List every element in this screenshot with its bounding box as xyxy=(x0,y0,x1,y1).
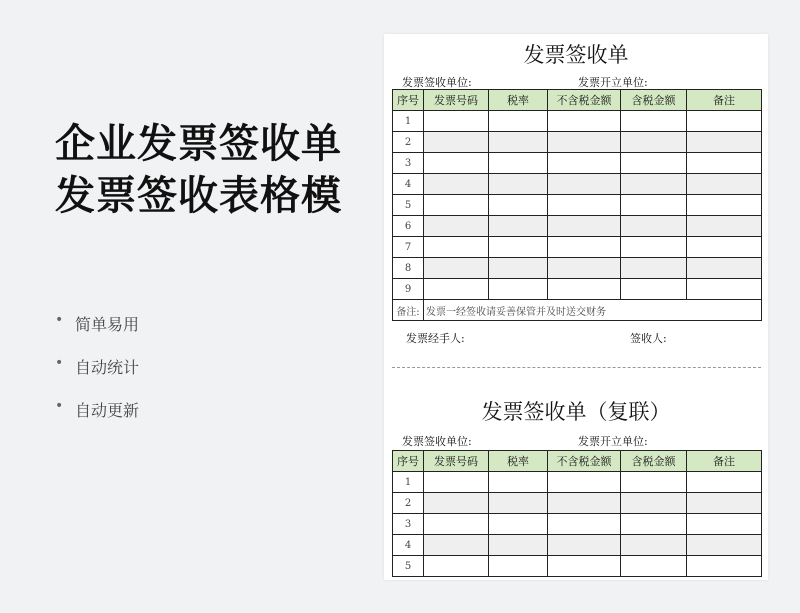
amount-excl-tax-cell[interactable] xyxy=(548,535,621,556)
remark-footer-row xyxy=(393,300,762,321)
bullet-icon: • xyxy=(55,355,64,371)
amount-incl-tax-cell[interactable] xyxy=(621,279,687,300)
remark-cell[interactable] xyxy=(687,472,762,493)
amount-excl-tax-cell[interactable] xyxy=(548,153,621,174)
tax-rate-cell[interactable] xyxy=(489,174,548,195)
remark-cell[interactable] xyxy=(687,153,762,174)
feature-label: 自动更新 xyxy=(75,401,140,420)
tax-rate-cell[interactable] xyxy=(489,493,548,514)
column-header: 序号 xyxy=(393,90,424,111)
amount-incl-tax-cell[interactable] xyxy=(621,258,687,279)
tax-rate-cell[interactable] xyxy=(489,556,548,577)
amount-incl-tax-cell[interactable] xyxy=(621,472,687,493)
amount-excl-tax-cell[interactable] xyxy=(548,472,621,493)
remark-cell[interactable] xyxy=(687,195,762,216)
feature-list xyxy=(55,312,139,441)
amount-excl-tax-cell[interactable] xyxy=(548,493,621,514)
column-header: 税率 xyxy=(489,90,548,111)
remark-cell[interactable] xyxy=(687,237,762,258)
tax-rate-cell[interactable] xyxy=(489,472,548,493)
table-row xyxy=(393,493,762,514)
issue-unit-label: 发票开立单位: xyxy=(578,76,648,89)
tax-rate-cell[interactable] xyxy=(489,535,548,556)
cut-line-divider xyxy=(392,367,761,368)
amount-incl-tax-cell[interactable] xyxy=(621,237,687,258)
table-header-row xyxy=(393,90,762,111)
amount-incl-tax-cell[interactable] xyxy=(621,153,687,174)
invoice-number-cell[interactable] xyxy=(424,195,489,216)
row-number: 3 xyxy=(393,153,424,174)
amount-excl-tax-cell[interactable] xyxy=(548,556,621,577)
row-number: 9 xyxy=(393,279,424,300)
remark-cell[interactable] xyxy=(687,493,762,514)
column-header: 发票号码 xyxy=(424,90,489,111)
table-row xyxy=(393,258,762,279)
tax-rate-cell[interactable] xyxy=(489,258,548,279)
invoice-number-cell[interactable] xyxy=(424,514,489,535)
form-title-copy: 发票签收单（复联） xyxy=(481,400,671,424)
row-number: 2 xyxy=(393,493,424,514)
table-row xyxy=(393,514,762,535)
amount-excl-tax-cell[interactable] xyxy=(548,514,621,535)
amount-incl-tax-cell[interactable] xyxy=(621,556,687,577)
table-row xyxy=(393,216,762,237)
amount-incl-tax-cell[interactable] xyxy=(621,493,687,514)
amount-excl-tax-cell[interactable] xyxy=(548,195,621,216)
table-row xyxy=(393,153,762,174)
row-number: 6 xyxy=(393,216,424,237)
remark-cell[interactable] xyxy=(687,132,762,153)
amount-incl-tax-cell[interactable] xyxy=(621,195,687,216)
table-row xyxy=(393,556,762,577)
feature-label: 自动统计 xyxy=(75,358,140,377)
row-number: 4 xyxy=(393,174,424,195)
row-number: 5 xyxy=(393,195,424,216)
amount-incl-tax-cell[interactable] xyxy=(621,535,687,556)
invoice-number-cell[interactable] xyxy=(424,258,489,279)
receiver-label: 签收人: xyxy=(630,332,667,345)
table-row xyxy=(393,195,762,216)
invoice-number-cell[interactable] xyxy=(424,279,489,300)
table-row xyxy=(393,111,762,132)
amount-incl-tax-cell[interactable] xyxy=(621,111,687,132)
amount-incl-tax-cell[interactable] xyxy=(621,216,687,237)
invoice-table-copy xyxy=(392,450,762,577)
remark-cell[interactable] xyxy=(687,216,762,237)
remark-label: 备注: xyxy=(393,300,424,321)
feature-item xyxy=(55,355,139,398)
bullet-icon: • xyxy=(55,398,64,414)
amount-excl-tax-cell[interactable] xyxy=(548,216,621,237)
hero-title-line-2: 发票签收表格模 xyxy=(55,173,342,219)
invoice-number-cell[interactable] xyxy=(424,535,489,556)
column-header: 发票号码 xyxy=(424,451,489,472)
column-header: 备注 xyxy=(687,90,762,111)
table-row xyxy=(393,237,762,258)
column-header: 税率 xyxy=(489,451,548,472)
row-number: 1 xyxy=(393,111,424,132)
column-header: 序号 xyxy=(393,451,424,472)
table-row xyxy=(393,535,762,556)
amount-excl-tax-cell[interactable] xyxy=(548,111,621,132)
remark-cell[interactable] xyxy=(687,174,762,195)
column-header: 备注 xyxy=(687,451,762,472)
tax-rate-cell[interactable] xyxy=(489,279,548,300)
column-header: 含税金额 xyxy=(621,451,687,472)
amount-excl-tax-cell[interactable] xyxy=(548,237,621,258)
column-header: 含税金额 xyxy=(621,90,687,111)
row-number: 3 xyxy=(393,514,424,535)
remark-cell[interactable] xyxy=(687,535,762,556)
column-header: 不含税金额 xyxy=(548,451,621,472)
tax-rate-cell[interactable] xyxy=(489,195,548,216)
invoice-number-cell[interactable] xyxy=(424,556,489,577)
invoice-number-cell[interactable] xyxy=(424,174,489,195)
amount-excl-tax-cell[interactable] xyxy=(548,258,621,279)
row-number: 7 xyxy=(393,237,424,258)
invoice-number-cell[interactable] xyxy=(424,216,489,237)
remark-cell[interactable] xyxy=(687,556,762,577)
invoice-number-cell[interactable] xyxy=(424,237,489,258)
remark-cell[interactable] xyxy=(687,514,762,535)
row-number: 8 xyxy=(393,258,424,279)
table-row xyxy=(393,132,762,153)
feature-label: 简单易用 xyxy=(75,315,140,334)
remark-cell[interactable] xyxy=(687,279,762,300)
feature-item xyxy=(55,312,139,355)
amount-incl-tax-cell[interactable] xyxy=(621,174,687,195)
remark-text: 发票一经签收请妥善保管并及时送交财务 xyxy=(424,300,762,321)
tax-rate-cell[interactable] xyxy=(489,237,548,258)
invoice-table xyxy=(392,89,762,321)
tax-rate-cell[interactable] xyxy=(489,216,548,237)
hero-title xyxy=(55,118,342,222)
tax-rate-cell[interactable] xyxy=(489,132,548,153)
amount-incl-tax-cell[interactable] xyxy=(621,132,687,153)
amount-excl-tax-cell[interactable] xyxy=(548,174,621,195)
invoice-number-cell[interactable] xyxy=(424,472,489,493)
form-title: 发票签收单 xyxy=(523,43,629,67)
row-number: 1 xyxy=(393,472,424,493)
issue-unit-label: 发票开立单位: xyxy=(578,435,648,448)
document-preview xyxy=(384,34,768,580)
receive-unit-label: 发票签收单位: xyxy=(402,76,472,89)
tax-rate-cell[interactable] xyxy=(489,514,548,535)
column-header: 不含税金额 xyxy=(548,90,621,111)
invoice-number-cell[interactable] xyxy=(424,111,489,132)
feature-item xyxy=(55,398,139,441)
amount-excl-tax-cell[interactable] xyxy=(548,132,621,153)
remark-cell[interactable] xyxy=(687,258,762,279)
table-row xyxy=(393,174,762,195)
remark-cell[interactable] xyxy=(687,111,762,132)
table-row xyxy=(393,472,762,493)
invoice-number-cell[interactable] xyxy=(424,493,489,514)
hero-title-line-1: 企业发票签收单 xyxy=(55,121,342,167)
row-number: 2 xyxy=(393,132,424,153)
tax-rate-cell[interactable] xyxy=(489,111,548,132)
tax-rate-cell[interactable] xyxy=(489,153,548,174)
table-header-row xyxy=(393,451,762,472)
amount-excl-tax-cell[interactable] xyxy=(548,279,621,300)
invoice-number-cell[interactable] xyxy=(424,153,489,174)
row-number: 5 xyxy=(393,556,424,577)
invoice-number-cell[interactable] xyxy=(424,132,489,153)
receive-unit-label: 发票签收单位: xyxy=(402,435,472,448)
bullet-icon: • xyxy=(55,312,64,328)
table-row xyxy=(393,279,762,300)
row-number: 4 xyxy=(393,535,424,556)
amount-incl-tax-cell[interactable] xyxy=(621,514,687,535)
handler-label: 发票经手人: xyxy=(406,332,465,345)
